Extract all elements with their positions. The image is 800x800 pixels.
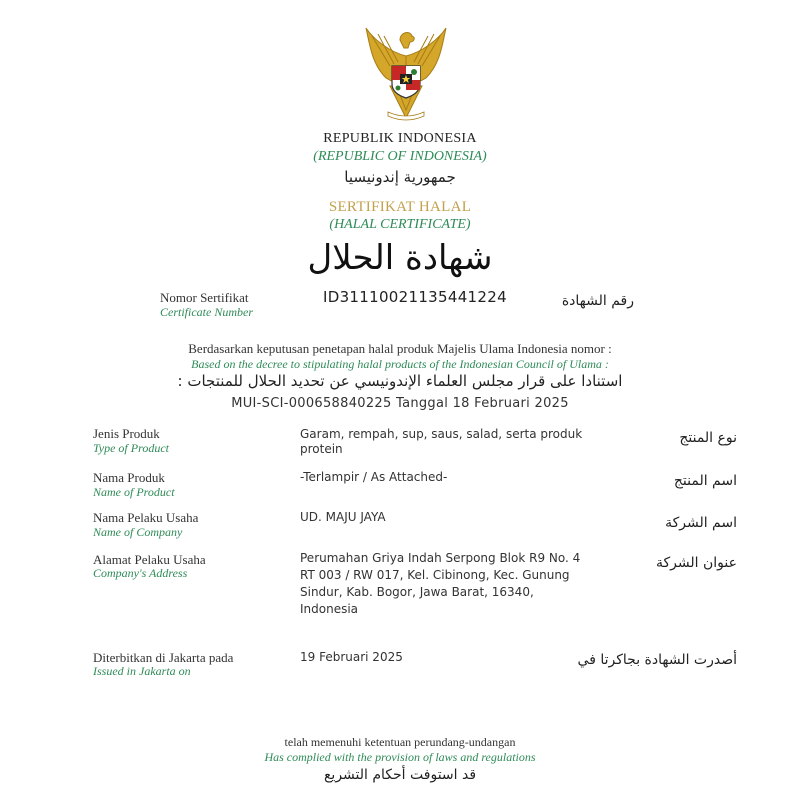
compliance-text: telah memenuhi ketentuan perundang-undangan [284,735,516,749]
issued-date-value: 19 Februari 2025 [300,650,403,664]
company-address-label-ar: عنوان الشركة [656,555,737,571]
product-name-label-ar: اسم المنتج [673,473,737,489]
product-type-value-line: Garam, rempah, sup, saus, salad, serta produk [300,427,583,441]
compliance-text-en: Has complied with the provision of laws and regulations [264,750,536,764]
issued-label: Diterbitkan di Jakarta pada [93,650,234,665]
decree-text-en: Based on the decree to stipulating halal products of the Indonesian Council of Ulama : [191,357,609,371]
company-name-value: UD. MAJU JAYA [300,510,386,524]
issued-label-en: Issued in Jakarta on [93,664,191,678]
product-type-label-en: Type of Product [93,441,169,455]
certificate-number-label: Nomor Sertifikat [160,290,249,305]
product-name-label: Nama Produk [93,470,165,485]
certificate-number-value: ID31110021135441224 [323,288,507,306]
product-name-value: -Terlampir / As Attached- [300,470,448,484]
product-type-value-line: protein [300,442,343,456]
product-name-label-en: Name of Product [93,485,175,499]
decree-reference: MUI-SCI-000658840225 Tanggal 18 Februari 2025 [231,396,569,411]
compliance-text-ar: قد استوفت أحكام التشريع [323,767,477,783]
company-address-label: Alamat Pelaku Usaha [93,552,206,567]
issued-label-ar: أصدرت الشهادة بجاكرتا في [577,652,737,668]
certificate-number-label-ar: رقم الشهادة [561,293,634,309]
certificate-number-label-en: Certificate Number [160,305,253,319]
country-name-ar: جمهورية إندونيسيا [344,168,456,186]
decree-text-ar: استنادا على قرار مجلس العلماء الإندونيسي عن تحديد الحلال للمنتجات : [177,372,623,390]
garuda-emblem-icon [360,26,452,122]
company-address-line: RT 003 / RW 017, Kel. Cibinong, Kec. Gunung [300,568,570,582]
document-title-en: (HALAL CERTIFICATE) [329,217,471,232]
decree-text: Berdasarkan keputusan penetapan halal produk Majelis Ulama Indonesia nomor : [188,341,612,356]
company-name-label-en: Name of Company [93,525,183,539]
company-address-label-en: Company's Address [93,566,188,580]
product-type-label: Jenis Produk [93,426,160,441]
company-address-line: Indonesia [300,602,359,616]
country-name: REPUBLIK INDONESIA [323,131,477,146]
company-name-label-ar: اسم الشركة [665,515,737,531]
company-address-line: Sindur, Kab. Bogor, Jawa Barat, 16340, [300,585,534,599]
company-address-line: Perumahan Griya Indah Serpong Blok R9 No. 4 [300,551,581,565]
company-name-label: Nama Pelaku Usaha [93,510,199,525]
document-title: SERTIFIKAT HALAL [328,199,472,215]
country-name-en: (REPUBLIC OF INDONESIA) [313,149,487,164]
document-title-ar: شهادة الحلال [307,238,493,278]
product-type-label-ar: نوع المنتج [679,430,737,446]
